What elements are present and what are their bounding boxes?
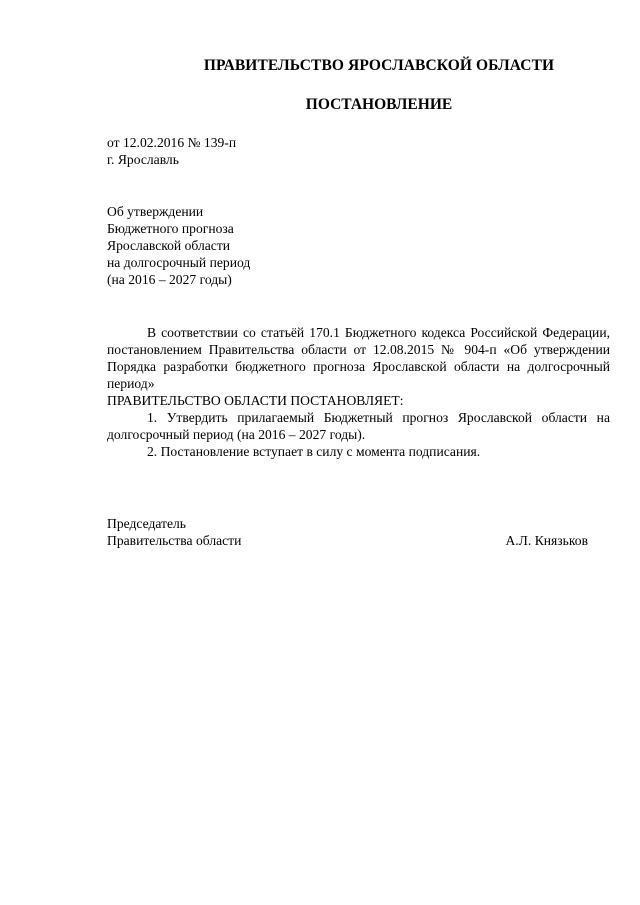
subject-line: Об утверждении xyxy=(107,204,204,219)
signatory-title-line2: Правительства области xyxy=(107,533,242,548)
government-title: ПРАВИТЕЛЬСТВО ЯРОСЛАВСКОЙ ОБЛАСТИ xyxy=(203,57,555,74)
subject-line: Бюджетного прогноза xyxy=(107,221,234,236)
document-subject xyxy=(107,203,250,288)
subject-line: Ярославской области xyxy=(107,238,231,253)
preamble-paragraph: В соответствии со статьёй 170.1 Бюджетного кодекса Российской Федерации, постановлением Правительства области от 12.08.2015 № 904-п «Об утверждении Порядка разработки бюджетного прогноза Ярославской области на долгосрочный период» xyxy=(107,325,610,391)
signature-row xyxy=(107,532,588,549)
signature-block xyxy=(107,515,588,549)
document-meta xyxy=(107,134,236,168)
document-type-heading: ПОСТАНОВЛЕНИЕ xyxy=(305,96,453,113)
subject-line: на долгосрочный период xyxy=(107,255,251,270)
document-body xyxy=(107,324,610,460)
city: г. Ярославль xyxy=(107,152,179,167)
signatory-name: А.Л. Князьков xyxy=(505,533,588,548)
resolution-item-1: 1. Утвердить прилагаемый Бюджетный прогноз Ярославской области на долгосрочный период (на 2016 – 2027 годы). xyxy=(107,410,610,442)
subject-line: (на 2016 – 2027 годы) xyxy=(107,272,232,287)
resolves-line: ПРАВИТЕЛЬСТВО ОБЛАСТИ ПОСТАНОВЛЯЕТ: xyxy=(107,393,404,408)
resolution-item-2: 2. Постановление вступает в силу с момента подписания. xyxy=(147,444,481,459)
date-number: от 12.02.2016 № 139-п xyxy=(107,135,237,150)
signatory-title-line1: Председатель xyxy=(107,516,186,531)
